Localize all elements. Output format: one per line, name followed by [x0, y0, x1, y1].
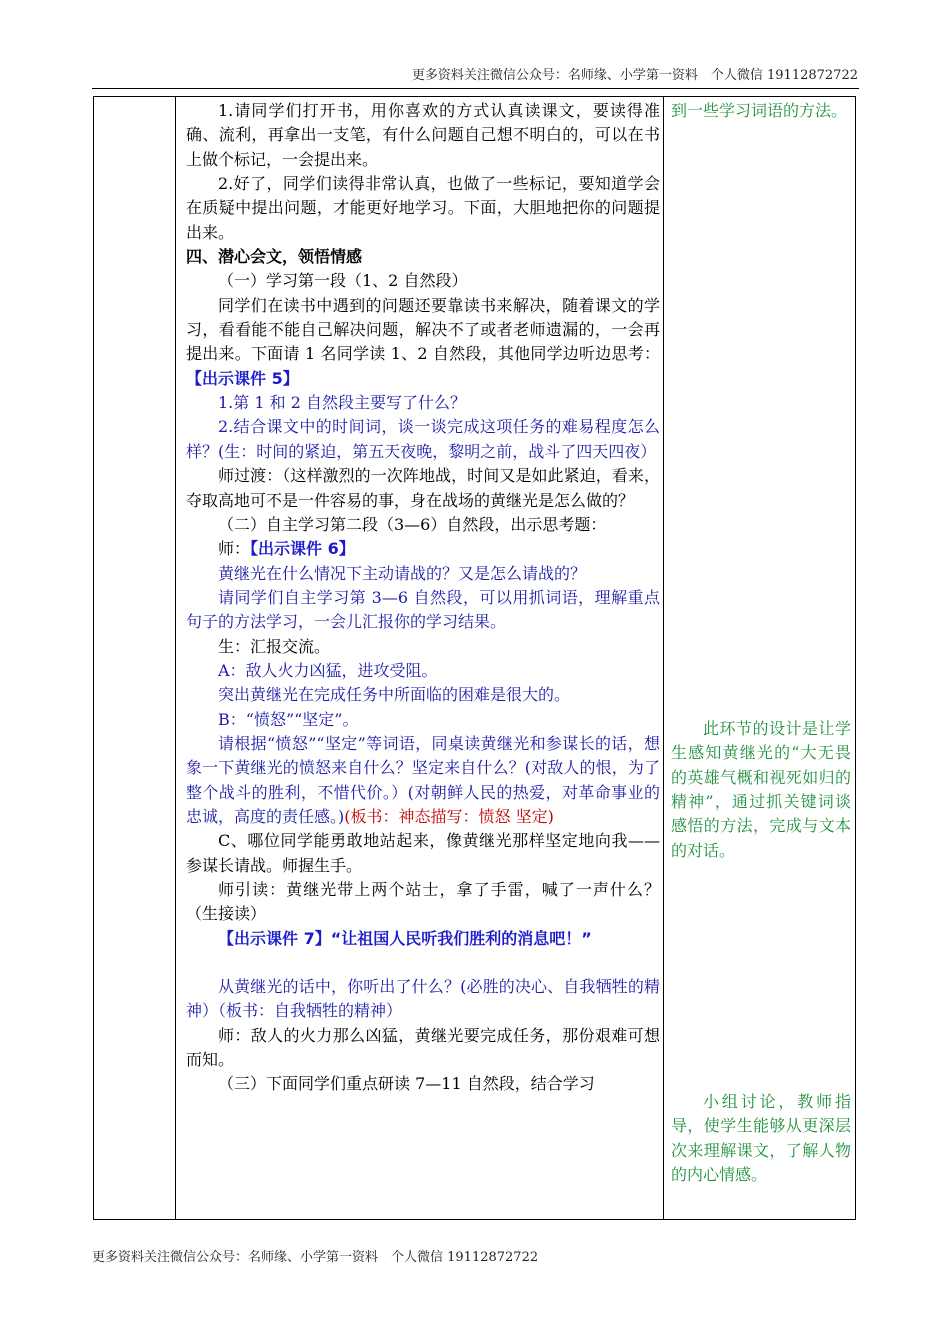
question-2: 2.结合课文中的时间词，谈一谈完成这项任务的难易程度怎么样？(生：时间的紧迫，第五天夜晚，黎明之前，战斗了四天四夜）: [186, 417, 660, 461]
column-divider-2: [663, 97, 664, 1219]
teaching-process-column: [186, 99, 660, 1097]
paragraph-self-study: 请同学们自主学习第 3—6 自然段，可以用抓词语，理解重点句子的方法学习，一会儿汇报你的学习结果。: [186, 587, 660, 632]
design-note-3: [671, 1090, 851, 1187]
question-1: 1.第 1 和 2 自然段主要写了什么？: [218, 393, 466, 413]
paragraph-instruction: [186, 294, 660, 391]
design-note-1: [671, 99, 851, 123]
page-footer: 更多资料关注微信公众号：名师缘、小学第一资料 个人微信 19112872722: [92, 1250, 539, 1265]
courseware-6-label: 【出示课件 6】: [250, 539, 355, 559]
point-a-detail: 突出黄继光在完成任务中所面临的困难是很大的。: [218, 685, 571, 705]
quote-line: “让祖国人民听我们胜利的消息吧！”: [330, 928, 592, 948]
paragraph-transition: 师过渡：（这样激烈的一次阵地战，时间又是如此紧迫，看来，夺取高地可不是一件容易的事，身在战场的黄继光是怎么做的？: [186, 466, 660, 510]
paragraph-lead-read: 师引读：黄继光带上两个站士，拿了手雷，喊了一声什么？（生接读）: [186, 880, 660, 924]
subsection-1: （一）学习第一段（1、2 自然段）: [218, 271, 468, 291]
question-5: 从黄继光的话中，你听出了什么？(必胜的决心、自我牺牲的精神）（板书：自我牺牲的精神）: [186, 977, 660, 1021]
courseware-5-label: 【出示课件 5】: [186, 368, 299, 388]
paragraph-read-text: 1.请同学们打开书，用你喜欢的方式认真读课文，要读得准确、流利，再拿出一支笔，有什么问题自己想不明白的，可以在书上做个标记，一会提出来。: [186, 101, 660, 169]
point-a: A：敌人火力凶猛，进攻受阻。: [218, 660, 438, 680]
paragraph-difficulty: 师：敌人的火力那么凶猛，黄继光要完成任务，那份艰难可想而知。: [186, 1025, 660, 1070]
point-b-detail: [186, 732, 660, 829]
teacher-label: 师：: [218, 539, 251, 559]
point-b: B：“愤怒”“坚定”。: [218, 709, 359, 729]
header-divider: [92, 88, 859, 89]
point-c: C、哪位同学能勇敢地站起来，像黄继光那样坚定地向我——参谋长请战。师握生手。: [186, 831, 660, 875]
point-b-text: 请根据“愤怒”“坚定”等词语，同桌读黄继光和参谋长的话，想象一下黄继光的愤怒来自什么？坚定来自什么？(对敌人的恨，为了整个战斗的胜利，不惜代价。）(对朝鲜人民的热爱，对革命事业的忠诚，高度的责任感。): [186, 733, 660, 826]
design-note-3-text: 小组讨论，教师指导，使学生能够从更深层次来理解课文，了解人物的内心情感。: [671, 1092, 851, 1185]
teacher-line: [186, 537, 660, 561]
section-heading-4: 四、潜心会文，领悟情感: [186, 247, 363, 267]
question-3: 黄继光在什么情况下主动请战的？又是怎么请战的？: [218, 563, 587, 583]
design-note-2: [671, 717, 851, 863]
courseware-7-label: 【出示课件 7】: [218, 928, 331, 948]
spacer: [186, 951, 660, 975]
instruction-text: 同学们在读书中遇到的问题还要靠读书来解决，随着课文的学习，看看能不能自己解决问题，解决不了或者老师遗漏的，一会再提出来。下面请 1 名同学读 1、2 自然段，其他同学边听边思考：: [186, 295, 660, 364]
page-header: 更多资料关注微信公众号：名师缘、小学第一资料 个人微信 19112872722: [411, 68, 858, 83]
subsection-2: （二）自主学习第二段（3—6）自然段，出示思考题：: [218, 514, 607, 534]
paragraph-report: 生：汇报交流。: [218, 636, 331, 656]
board-note-1: (板书：神态描写：愤怒 坚定): [344, 806, 554, 826]
subsection-3: （三）下面同学们重点研读 7—11 自然段，结合学习: [218, 1074, 595, 1094]
paragraph-ask-questions: 2.好了，同学们读得非常认真，也做了一些标记，要知道学会在质疑中提出问题，才能更好地学习。下面，大胆地把你的问题提出来。: [186, 174, 660, 242]
courseware-7-line: [186, 927, 660, 951]
design-note-1-text: 到一些学习词语的方法。: [671, 101, 848, 120]
lesson-table: [93, 96, 856, 1220]
column-divider-1: [175, 97, 176, 1219]
design-note-2-text: 此环节的设计是让学生感知黄继光的“大无畏的英雄气概和视死如归的精神”，通过抓关键词谈感悟的方法，完成与文本的对话。: [671, 719, 851, 860]
